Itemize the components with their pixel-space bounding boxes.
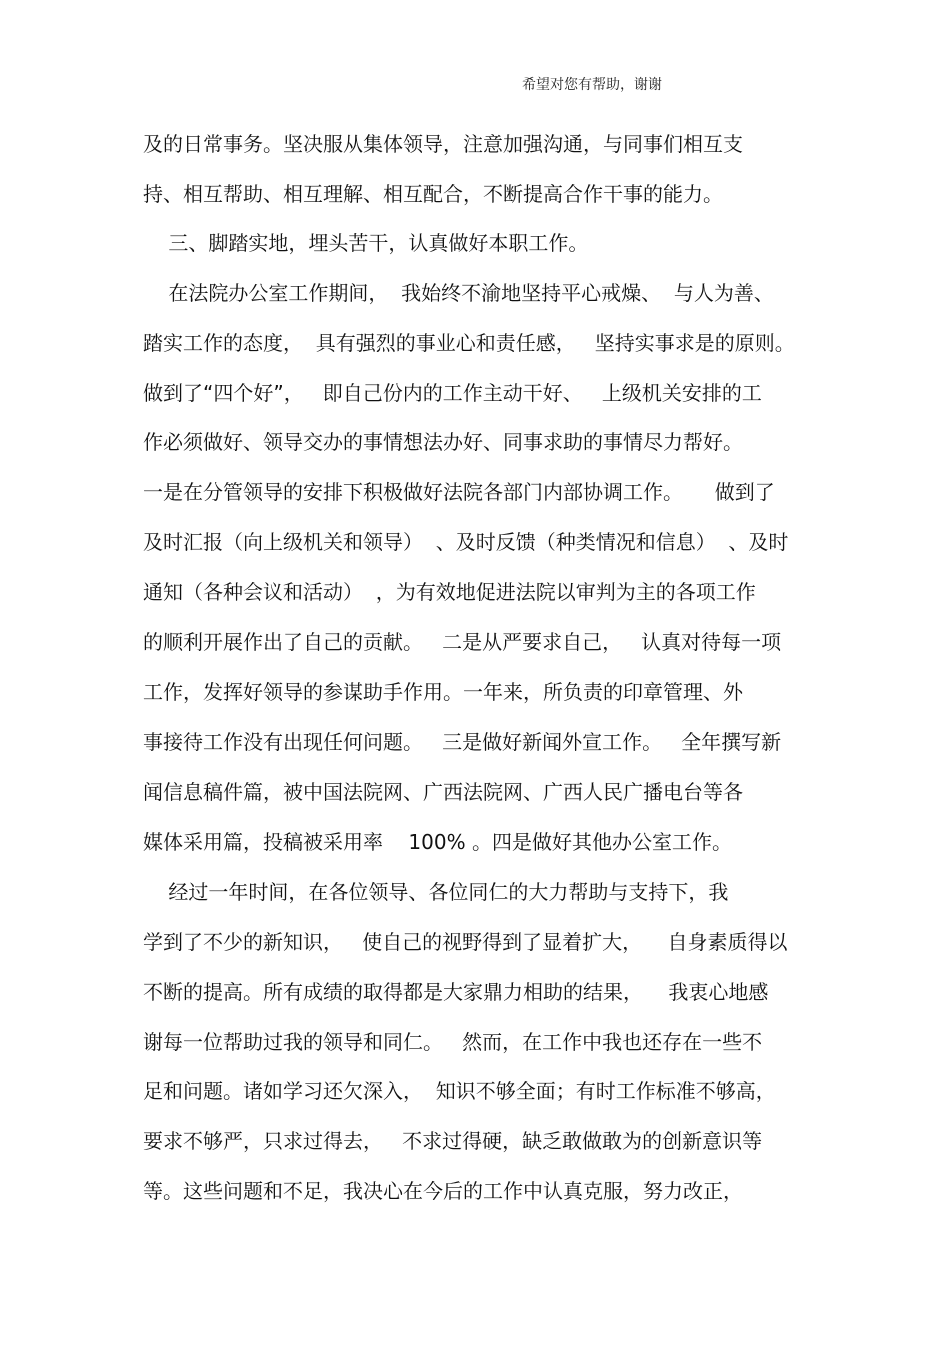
text-line: 做到了“四个好”， 即自己份内的工作主动干好、 上级机关安排的工	[143, 381, 762, 405]
text-line: 要求不够严，只求过得去， 不求过得硬，缺乏敢做敢为的创新意识等	[143, 1129, 763, 1153]
text-line: 及时汇报（向上级机关和领导） 、及时反馈（种类情况和信息） 、及时	[143, 530, 789, 554]
text-line: 谢每一位帮助过我的领导和同仁。 然而，在工作中我也还存在一些不	[143, 1030, 763, 1054]
text-line: 通知（各种会议和活动） ，为有效地促进法院以审判为主的各项工作	[143, 580, 756, 604]
text-line: 的顺利开展作出了自己的贡献。 二是从严要求自己， 认真对待每一项	[143, 630, 782, 654]
text-line: 作必须做好、领导交办的事情想法办好、同事求助的事情尽力帮好。	[143, 430, 743, 454]
text-line: 学到了不少的新知识， 使自己的视野得到了显着扩大， 自身素质得以	[143, 930, 788, 954]
page-header-note: 希望对您有帮助，谢谢	[522, 77, 662, 93]
text-line: 闻信息稿件篇，被中国法院网、广西法院网、广西人民广播电台等各	[143, 780, 743, 804]
text-line: 及的日常事务。坚决服从集体领导，注意加强沟通，与同事们相互支	[143, 132, 743, 156]
text-line: 事接待工作没有出现任何问题。 三是做好新闻外宣工作。 全年撰写新	[143, 730, 782, 754]
text-line: 持、相互帮助、相互理解、相互配合，不断提高合作干事的能力。	[143, 182, 723, 206]
text-line: 等。这些问题和不足，我决心在今后的工作中认真克服，努力改正，	[143, 1179, 743, 1203]
text-line: 不断的提高。所有成绩的取得都是大家鼎力相助的结果， 我衷心地感	[143, 980, 769, 1004]
text-line: 工作，发挥好领导的参谋助手作用。一年来，所负责的印章管理、外	[143, 680, 743, 704]
text-line: 三、脚踏实地，埋头苦干，认真做好本职工作。	[143, 231, 589, 255]
text-line: 一是在分管领导的安排下积极做好法院各部门内部协调工作。 做到了	[143, 480, 775, 504]
text-line: 经过一年时间，在各位领导、各位同仁的大力帮助与支持下，我	[143, 880, 729, 904]
text-line: 足和问题。诸如学习还欠深入， 知识不够全面；有时工作标准不够高，	[143, 1079, 776, 1103]
text-line: 媒体采用篇，投稿被采用率 100% 。四是做好其他办公室工作。	[143, 830, 732, 854]
text-line: 在法院办公室工作期间， 我始终不渝地坚持平心戒燥、 与人为善、	[143, 281, 774, 305]
text-line: 踏实工作的态度， 具有强烈的事业心和责任感， 坚持实事求是的原则。	[143, 331, 795, 355]
